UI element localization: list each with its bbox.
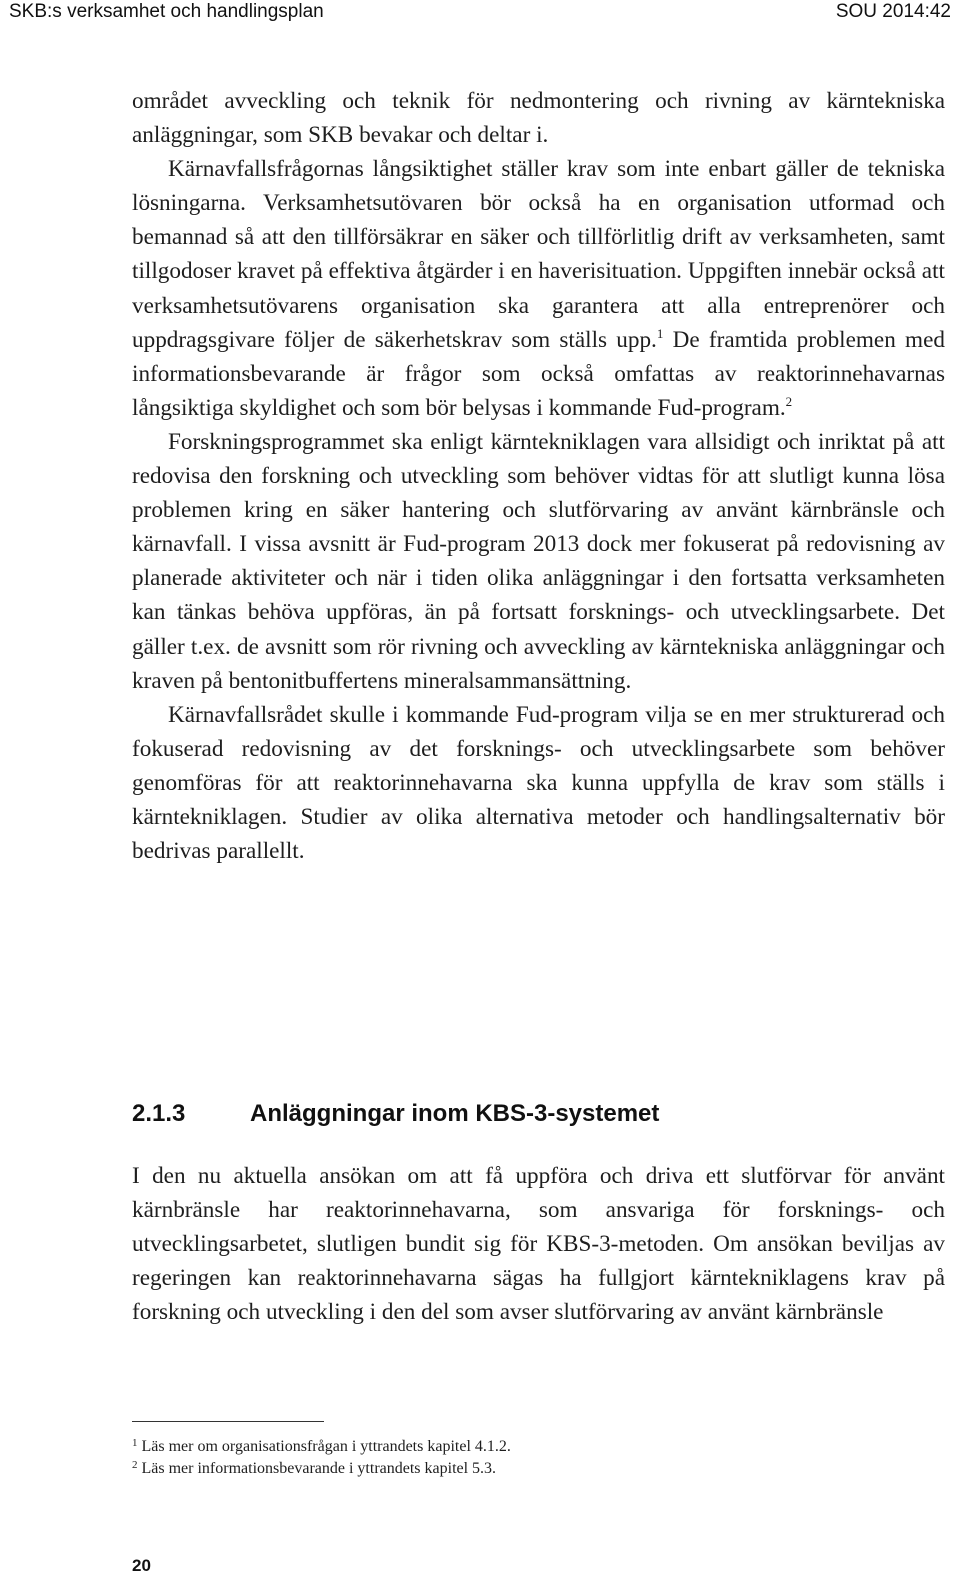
header-left: SKB:s verksamhet och handlingsplan — [9, 1, 324, 22]
body-text — [132, 84, 945, 868]
footnote-2-text: Läs mer informationsbevarande i yttrandets kapitel 5.3. — [141, 1460, 497, 1477]
page-number: 20 — [132, 1556, 151, 1575]
footnote-divider — [132, 1421, 324, 1422]
footnote-2 — [132, 1458, 945, 1480]
section-text — [132, 1159, 945, 1329]
footnote-2-number: 2 — [132, 1459, 138, 1471]
footnote-1 — [132, 1436, 945, 1458]
paragraph-3-text: Forskningsprogrammet ska enligt kärntekniklagen vara allsidigt och inriktat på att redovisa den forskning och utveckling som behöver vidtas för att slutligt kunna lösa problemen kring en säker hantering och slutförvaring av använt kärnbränsle och kärnavfall. I vissa avsnitt är Fud-program 2013 dock mer fokuserat på redovisning av planerade aktiviteter och när i tiden olika anläggningar i den fortsatta verksamheten kan tänkas behöva uppföras, än på fortsatt forsknings- och utvecklingsarbete. Det gäller t.ex. de avsnitt som rör rivning och avveckling av kärntekniska anläggningar och kraven på bentonitbuffertens mineralsammansättning. — [132, 428, 945, 694]
header-right: SOU 2014:42 — [835, 1, 951, 22]
footnotes — [132, 1436, 945, 1480]
paragraph-3 — [132, 425, 945, 698]
section-title: Anläggningar inom KBS-3-systemet — [250, 1100, 660, 1127]
paragraph-2-text-a: Kärnavfallsfrågornas långsiktighet ställer krav som inte enbart gäller de tekniska lösningarna. Verksamhetsutövaren bör också ha en organisation utformad och bemannad så att den tillförsäkrar en säker och tillförlitlig drift av verksamheten, samt tillgodoser kravet på effektiva åtgärder i en haverisituation. Uppgiften innebär också att verksamhetsutövarens organisation ska garantera att alla entreprenörer och uppdragsgivare följer de säkerhetskrav som ställs upp. — [132, 156, 945, 353]
footnote-1-number: 1 — [132, 1437, 138, 1449]
footnote-ref-2: 2 — [785, 393, 793, 409]
paragraph-2-text-b: De framtida problemen med informationsbevarande är frågor som också omfattas av reaktorinnehavarnas långsiktiga skyldighet och som bör belysas i kommande Fud-program. — [132, 326, 945, 421]
paragraph-2 — [132, 152, 945, 425]
paragraph-1 — [132, 84, 945, 152]
section-heading — [132, 1100, 945, 1128]
paragraph-4 — [132, 698, 945, 868]
section-paragraph: I den nu aktuella ansökan om att få uppföra och driva ett slutförvar för använt kärnbränsle har reaktorinnehavarna, som ansvariga för forsknings- och utvecklingsarbetet, slutligen bundit sig för KBS-3-metoden. Om ansökan beviljas av regeringen kan reaktorinnehavarna sägas ha fullgjort kärntekniklagens krav på forskning och utveckling i den del som avser slutförvaring av använt kärnbränsle — [132, 1163, 945, 1326]
footnote-ref-1: 1 — [656, 325, 664, 341]
paragraph-1-text: området avveckling och teknik för nedmontering och rivning av kärntekniska anläggningar, som SKB bevakar och deltar i. — [132, 88, 945, 149]
footnote-1-text: Läs mer om organisationsfrågan i yttrandets kapitel 4.1.2. — [141, 1438, 511, 1455]
section-number: 2.1.3 — [132, 1100, 186, 1127]
running-header — [0, 0, 960, 40]
paragraph-4-text: Kärnavfallsrådet skulle i kommande Fud-program vilja se en mer strukturerad och fokuserad redovisning av det forsknings- och utvecklingsarbete som behöver genomföras för att reaktorinnehavarna ska kunna uppfylla de krav som ställs i kärntekniklagen. Studier av olika alternativa metoder och handlingsalternativ bör bedrivas parallellt. — [132, 701, 945, 865]
